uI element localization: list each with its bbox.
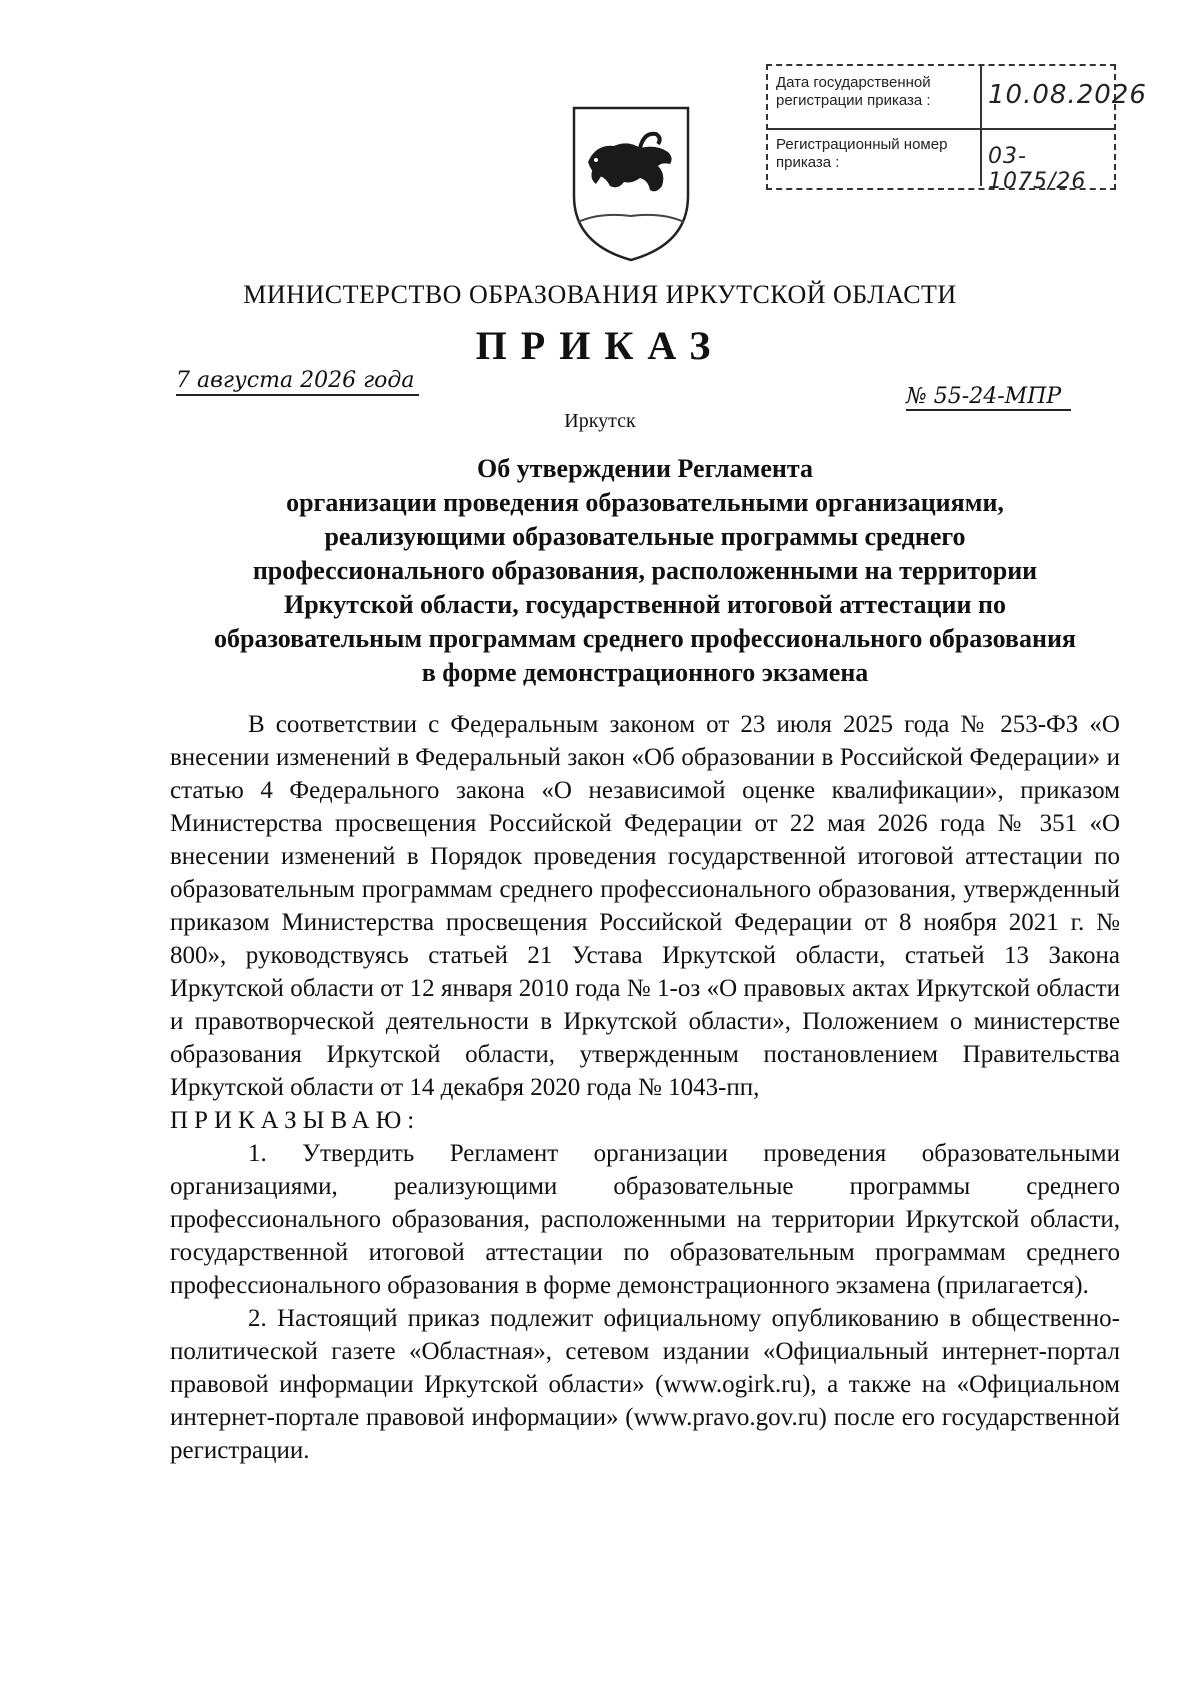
- reg-number-value: 03-1075/26: [988, 144, 1087, 194]
- order-number: № 55-24-МПР: [906, 384, 1071, 411]
- title-line: образовательным программам среднего профессионального образования: [213, 624, 1076, 653]
- order-item-1: 1. Утвердить Регламент организации проведения образовательными организациями, реализующими образовательные программы среднего профессионального образования, расположенными на территории Иркутской области, государственной итоговой аттестации по образовательным программам среднего профессионального образования в форме демонстрационного экзамена (прилагается).: [170, 1140, 1120, 1299]
- title-line: Иркутской области, государственной итоговой аттестации по: [284, 590, 1006, 619]
- order-word: ПРИКАЗЫВАЮ:: [170, 1107, 421, 1134]
- document-body: [170, 708, 1120, 1467]
- document-title: [170, 452, 1120, 690]
- title-line: в форме демонстрационного экзамена: [421, 658, 869, 687]
- reg-date-label: Дата государственной регистрации приказа :: [776, 74, 931, 109]
- stamp-row-date: [768, 66, 1147, 130]
- reg-date-value: 10.08.2026: [988, 80, 1147, 110]
- irkutsk-coat-of-arms-icon: [570, 104, 692, 264]
- ministry-name: МИНИСТЕРСТВО ОБРАЗОВАНИЯ ИРКУТСКОЙ ОБЛАСТИ: [243, 280, 957, 309]
- order-item-2: 2. Настоящий приказ подлежит официальному опубликованию в общественно-политической газете «Областная», сетевом издании «Официальный интернет-портал правовой информации Иркутской области» (www.ogirk.ru), а также на «Официальном интернет-портале правовой информации» (www.pravo.gov.ru) после его государственной регистрации.: [170, 1305, 1120, 1464]
- title-line: организации проведения образовательными организациями,: [286, 488, 1004, 517]
- reg-number-label: Регистрационный номер приказа :: [776, 136, 948, 171]
- title-line: профессионального образования, расположенными на территории: [252, 556, 1038, 585]
- stamp-row-number: [768, 128, 1114, 194]
- city-name: Иркутск: [564, 410, 636, 432]
- title-line: реализующими образовательные программы среднего: [324, 522, 966, 551]
- title-line: Об утверждении Регламента: [477, 454, 813, 483]
- order-date: 7 августа 2026 года: [176, 368, 419, 396]
- preamble-paragraph: В соответствии с Федеральным законом от 23 июля 2025 года № 253-ФЗ «О внесении изменений в Федеральный закон «Об образовании в Российской Федерации» и статью 4 Федерального закона «О независимой оценке квалификации», приказом Министерства просвещения Российской Федерации от 22 мая 2026 года № 351 «О внесении изменений в Порядок проведения государственной итоговой аттестации по образовательным программам среднего профессионального образования, утвержденный приказом Министерства просвещения Российской Федерации от 8 ноября 2021 г. № 800», руководствуясь статьей 21 Устава Иркутской области, статьей 13 Закона Иркутской области от 12 января 2010 года № 1-оз «О правовых актах Иркутской области и правотворческой деятельности в Иркутской области», Положением о министерстве образования Иркутской области, утвержденным постановлением Правительства Иркутской области от 14 декабря 2020 года № 1043-пп,: [170, 711, 1120, 1101]
- registration-stamp: [766, 64, 1147, 194]
- document-type: ПРИКАЗ: [475, 323, 725, 368]
